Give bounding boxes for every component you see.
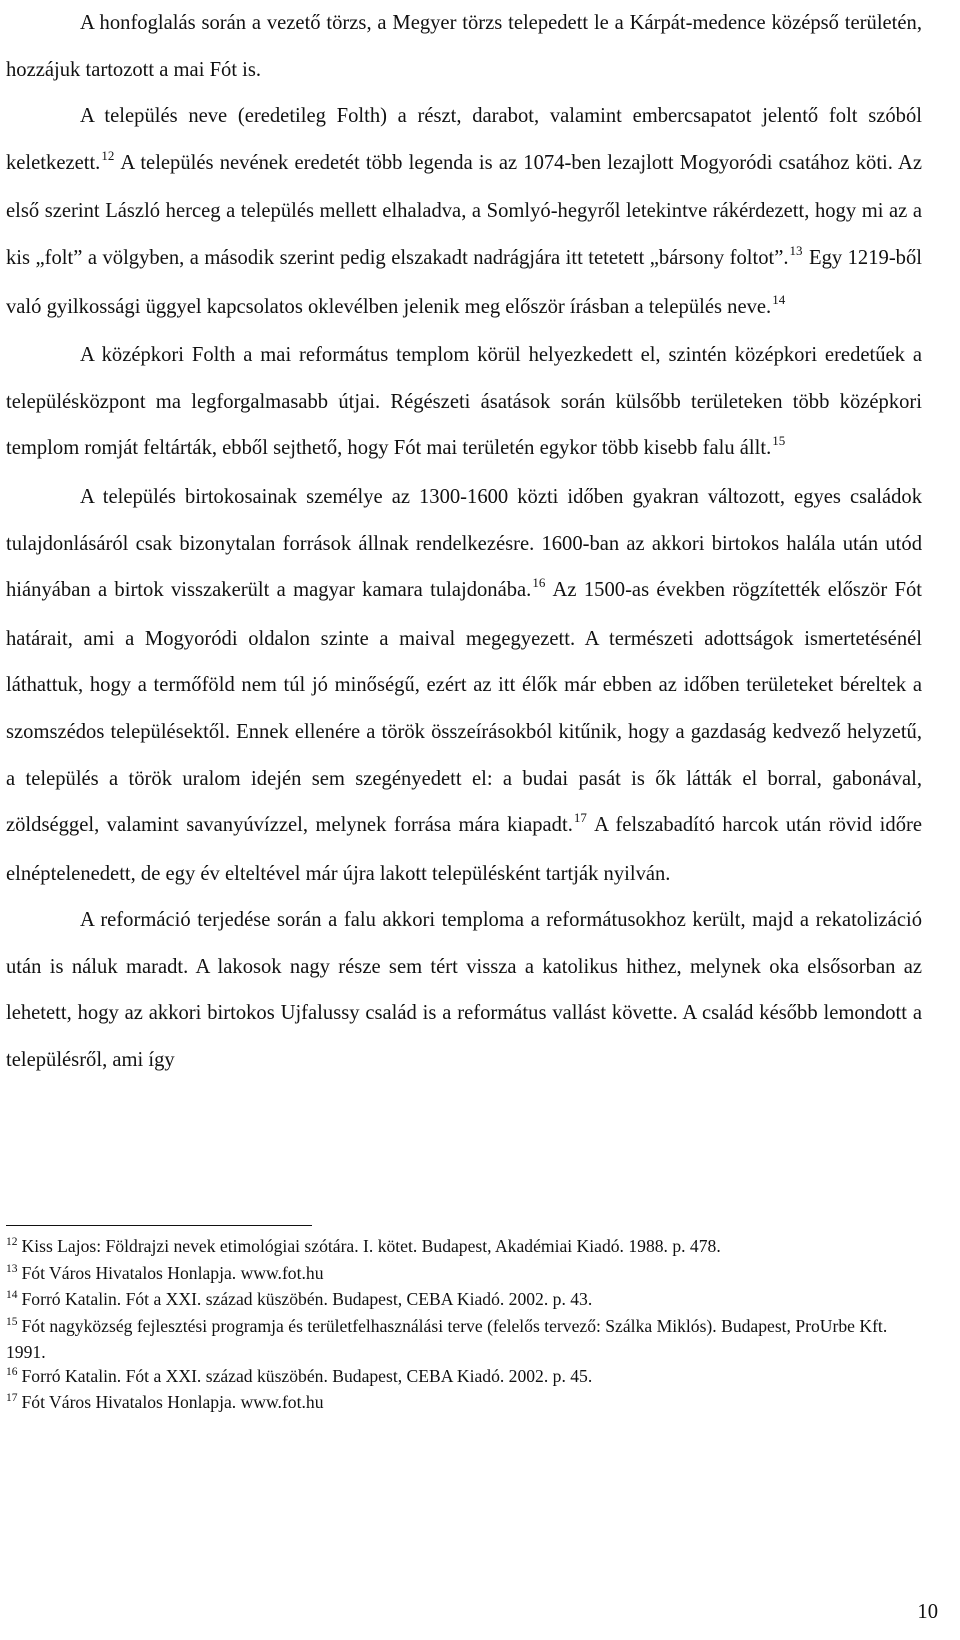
footnote: [6, 1288, 922, 1315]
footnote-reference: 17: [573, 810, 587, 826]
body-text: [6, 0, 922, 1084]
footnote-text: Fót nagyközség fejlesztési programja és területfelhasználási terve (felelős tervező: Szálka Miklós). Budapest, ProUrbe Kft. 1991.: [6, 1315, 888, 1362]
footnote: [6, 1391, 922, 1418]
footnote-text: Forró Katalin. Fót a XXI. század küszöbén. Budapest, CEBA Kiadó. 2002. p. 45.: [21, 1365, 593, 1386]
footnote-text: Kiss Lajos: Földrajzi nevek etimológiai szótára. I. kötet. Budapest, Akadémiai Kiadó. 1988. p. 478.: [21, 1236, 721, 1256]
footnote-reference: 16: [532, 575, 546, 591]
footnote-number: 16: [6, 1365, 18, 1378]
paragraph-text: A település birtokosainak személye az 1300-1600 közti időben gyakran változott, egyes családok tulajdonlásáról csak bizonytalan források állnak rendelkezésre. 1600-ban az akkori birtokos halála után utód hiányában a birtok visszakerült a magyar kamara tulajdonába.: [6, 485, 922, 602]
paragraph-text: A honfoglalás során a vezető törzs, a Megyer törzs telepedett le a Kárpát-medence középső területén, hozzájuk tartozott a mai Fót is.: [6, 12, 922, 81]
footnote: [6, 1235, 922, 1262]
page-number: 10: [917, 1601, 938, 1623]
footnote-text: Fót Város Hivatalos Honlapja. www.fot.hu: [21, 1392, 324, 1412]
paragraph: [6, 93, 922, 332]
paragraph-text: Az 1500-as években rögzítették először Fót határait, ami a Mogyoródi oldalon szinte a maival megegyezett. A természeti adottságok ismertetésénél láthattuk, hogy a termőföld nem túl jó minőségű, ezért az itt élők már ebben az időben területeket béreltek a szomszédos településektől. Ennek ellenére a török összeírásokból kitűnik, hogy a gazdaság kedvező helyzetű, a település a török uralom idején sem szegényedett el: a budai pasát is ők látták el borral, gabonával, zöldséggel, valamint savanyúvízzel, melynek forrása mára kiapadt.: [6, 579, 922, 837]
footnote-number: 13: [6, 1262, 18, 1275]
footnotes: [6, 1235, 922, 1418]
paragraph-text: A reformáció terjedése során a falu akkori temploma a reformátusokhoz került, majd a rekatolizáció után is náluk maradt. A lakosok nagy része sem tért vissza a katolikus hithez, melynek oka elsősorban az lehetett, hogy az akkori birtokos Ujfalussy család is a református vallást követte. A család később lemondott a településről, ami így: [6, 909, 922, 1072]
paragraph: [6, 0, 922, 93]
paragraph-text: A középkori Folth a mai református templom körül helyezkedett el, szintén középkori eredetűek a településközpont ma legforgalmasabb útjai. Régészeti ásatások során külsőbb területeken több középkori templom romját feltárták, ebből sejthető, hogy Fót mai területén egykor több kisebb falu állt.: [6, 344, 922, 460]
footnote-text: Fót Város Hivatalos Honlapja. www.fot.hu: [21, 1262, 324, 1283]
footnote-reference: 12: [101, 147, 115, 163]
paragraph-text: A település nevének eredetét több legenda is az 1074-ben lezajlott Mogyoródi csatához köti. Az első szerint László herceg a település mellett elhaladva, a Somlyó-hegyről letekintve rákérdezett, hogy mi az a kis „folt” a völgyben, a második szerint pedig elszakadt nadrágjára itt tetetett „bársony foltot”.: [6, 151, 922, 269]
paragraph: [6, 474, 922, 897]
footnote: [6, 1315, 922, 1365]
footnote-number: 17: [6, 1392, 18, 1404]
footnote-reference: 14: [772, 291, 786, 307]
paragraph-text: Egy 1219-ből való gyilkossági üggyel kapcsolatos oklevélben jelenik meg először írásban a település neve.: [6, 246, 922, 318]
footnote-number: 12: [6, 1236, 18, 1248]
paragraph: [6, 332, 922, 474]
footnote: [6, 1262, 922, 1289]
footnote-separator: [6, 1225, 312, 1226]
footnote-number: 14: [6, 1289, 18, 1301]
footnote-text: Forró Katalin. Fót a XXI. század küszöbén. Budapest, CEBA Kiadó. 2002. p. 43.: [21, 1289, 593, 1309]
footnote-number: 15: [6, 1315, 18, 1328]
paragraph: [6, 897, 922, 1083]
paragraph-text: A település neve (eredetileg Folth) a részt, darabot, valamint embercsapatot jelentő folt szóból keletkezett.: [6, 105, 922, 174]
footnote-reference: 15: [772, 433, 786, 449]
footnote-reference: 13: [789, 242, 803, 258]
footnote: [6, 1365, 922, 1392]
paragraph-text: A felszabadító harcok után rövid időre elnéptelenedett, de egy év elteltével már újra lakott településként tartják nyilván.: [6, 814, 922, 885]
